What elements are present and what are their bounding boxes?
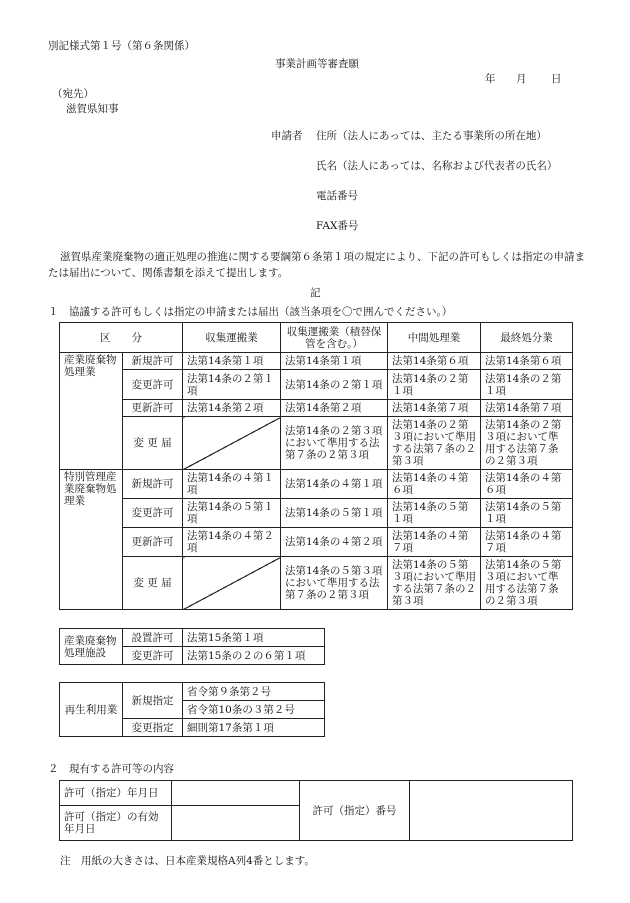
row-type: 更新許可: [123, 400, 183, 417]
date-month-label: 月: [516, 73, 527, 85]
document-title: 事業計画等審査願: [275, 58, 359, 70]
row-type: 変更許可: [123, 647, 183, 665]
row-type: 変更指定: [123, 719, 183, 737]
law-cell: 法第14条の４第６項: [481, 470, 573, 499]
date-day-label: 日: [551, 73, 562, 85]
row-type: 更新許可: [123, 528, 183, 557]
law-cell: 法第14条の２第３項において準用する法第７条の２第３項: [388, 417, 481, 470]
law-cell: 法第14条の４第６項: [388, 470, 481, 499]
section2-title: ２ 現有する許可等の内容: [48, 763, 174, 775]
applicant-label: 申請者: [271, 130, 303, 142]
diagonal-empty-cell: [183, 417, 281, 470]
law-cell: 法第14条の２第３項において準用する法第７条の２第３項: [481, 417, 573, 470]
facility-table: [59, 628, 325, 665]
group-label-industrial-waste: 産業廃棄物処理業: [60, 353, 123, 470]
law-cell: 法第14条第１項: [183, 353, 281, 370]
law-cell: 法第14条の５第１項: [481, 499, 573, 528]
diagonal-empty-cell: [183, 557, 281, 610]
law-cell: 法第14条の４第７項: [481, 528, 573, 557]
law-cell: 法第14条第２項: [281, 400, 388, 417]
law-cell: 法第14条第１項: [281, 353, 388, 370]
row-type: 新規指定: [123, 683, 183, 719]
intro-paragraph: 滋賀県産業廃棄物の適正処理の推進に関する要綱第６条第１項の規定により、下記の許可もしくは指定の申請または届出について、関係書類を添えて提出します。: [48, 251, 585, 279]
law-cell: 法第14条第７項: [388, 400, 481, 417]
current-permit-table: [59, 780, 573, 841]
applicant-address-label: 住所（法人にあっては、主たる事業所の所在地）: [316, 130, 547, 142]
law-cell: 法第15条の２の６第１項: [183, 647, 325, 665]
header-category: 区 分: [60, 323, 183, 353]
group-label-special-waste: 特別管理産業廃棄物処理業: [60, 470, 123, 610]
law-cell: 法第14条第７項: [481, 400, 573, 417]
law-cell: 法第14条の５第３項において準用する法第７条の２第３項: [281, 557, 388, 610]
law-cell: 法第14条の４第１項: [281, 470, 388, 499]
permit-valid-value: [172, 806, 300, 841]
applicant-phone-label: 電話番号: [316, 190, 358, 202]
row-type: 新規許可: [123, 470, 183, 499]
law-cell: 法第14条の５第３項において準用する法第７条の２第３項: [481, 557, 573, 610]
law-cell: 法第14条第６項: [481, 353, 573, 370]
law-cell: 省令第10条の３第２号: [183, 701, 325, 719]
paper-size-note: 注 用紙の大きさは、日本産業規格A列4番とします。: [60, 855, 315, 867]
law-cell: 法第14条の５第１項: [183, 499, 281, 528]
row-type: 変更許可: [123, 499, 183, 528]
law-cell: 法第14条の５第１項: [388, 499, 481, 528]
law-cell: 法第14条の４第２項: [183, 528, 281, 557]
ki-label: 記: [310, 287, 321, 299]
law-cell: 法第14条の２第１項: [388, 370, 481, 400]
law-cell: 法第14条の２第１項: [481, 370, 573, 400]
section1-title: １ 協議する許可もしくは指定の申請または届出（該当条項を〇で囲んでください。）: [48, 306, 453, 318]
law-cell: 法第14条の２第１項: [281, 370, 388, 400]
permit-date-value: [172, 781, 300, 806]
row-type: 新規許可: [123, 353, 183, 370]
law-cell: 法第14条の２第１項: [183, 370, 281, 400]
row-type: 変 更 届: [123, 417, 183, 470]
law-cell: 法第14条第２項: [183, 400, 281, 417]
row-type: 変 更 届: [123, 557, 183, 610]
header-collection-storage: 収集運搬業（積替保管を含む。）: [281, 323, 388, 353]
permit-number-value: [410, 781, 573, 841]
permit-table: [59, 322, 573, 610]
law-cell: 細則第17条第１項: [183, 719, 325, 737]
law-cell: 省令第９条第２号: [183, 683, 325, 701]
law-cell: 法第14条の２第３項において準用する法第７条の２第３項: [281, 417, 388, 470]
law-cell: 法第14条の４第２項: [281, 528, 388, 557]
header-final-disposal: 最終処分業: [481, 323, 573, 353]
header-collection: 収集運搬業: [183, 323, 281, 353]
law-cell: 法第15条第１項: [183, 629, 325, 647]
law-cell: 法第14条の４第１項: [183, 470, 281, 499]
date-year-label: 年: [485, 73, 496, 85]
addressee: 滋賀県知事: [66, 103, 119, 115]
row-type: 設置許可: [123, 629, 183, 647]
applicant-fax-label: FAX番号: [316, 220, 359, 232]
law-cell: 法第14条の５第３項において準用する法第７条の２第３項: [388, 557, 481, 610]
law-cell: 法第14条第６項: [388, 353, 481, 370]
row-type: 変更許可: [123, 370, 183, 400]
permit-number-label: 許可（指定）番号: [300, 781, 410, 841]
facility-label: 産業廃棄物処理施設: [60, 629, 123, 665]
permit-valid-label: 許可（指定）の有効年月日: [60, 806, 172, 841]
recycle-table: [59, 682, 325, 737]
law-cell: 法第14条の５第１項: [281, 499, 388, 528]
permit-date-label: 許可（指定）年月日: [60, 781, 172, 806]
applicant-name-label: 氏名（法人にあっては、名称および代表者の氏名）: [316, 160, 558, 172]
addressee-label: （宛先）: [52, 88, 94, 100]
law-cell: 法第14条の４第７項: [388, 528, 481, 557]
form-label: 別記様式第１号（第６条関係）: [48, 40, 195, 52]
header-intermediate: 中間処理業: [388, 323, 481, 353]
recycle-label: 再生利用業: [60, 683, 123, 737]
